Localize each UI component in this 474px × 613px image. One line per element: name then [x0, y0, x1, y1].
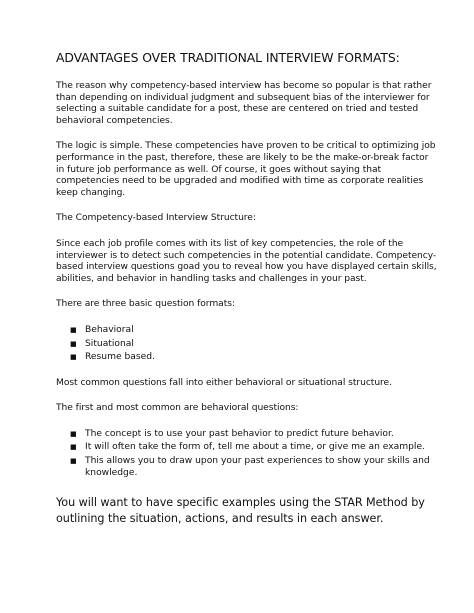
- list-item-text: It will often take the form of, tell me about a time, or give me an example.: [85, 442, 425, 453]
- list-item: [56, 352, 396, 364]
- paragraph-line: The reason why competency-based interview has become so popular is that rather: [56, 81, 432, 91]
- paragraph-line: interviewer is to detect such competencies in the potential candidate. Competency-: [56, 250, 437, 261]
- list-item-text: Resume based.: [85, 352, 155, 363]
- list-item-text: Behavioral: [85, 324, 134, 335]
- paragraph-line: selecting a suitable candidate for a post, these are centered on tried and tested: [56, 104, 419, 115]
- paragraph-line: keep changing.: [56, 187, 126, 198]
- closing-statement: [56, 495, 425, 527]
- list-item: [56, 442, 425, 454]
- list-item: [56, 429, 396, 441]
- behavioral-points-list: [56, 428, 430, 479]
- paragraph-line: The logic is simple. These competencies have proven to be critical to optimizing job: [56, 141, 436, 152]
- square-bullet-icon: ■: [70, 443, 77, 452]
- paragraph-logic: [56, 141, 436, 199]
- paragraph-job-profile: [56, 238, 437, 285]
- list-item: [56, 339, 396, 351]
- closing-line: You will want to have specific examples using the STAR Method by: [56, 496, 425, 510]
- list-item-text: This allows you to draw upon your past experiences to show your skills and: [85, 456, 430, 467]
- closing-line: outlining the situation, actions, and results in each answer.: [56, 512, 384, 526]
- square-bullet-icon: ■: [70, 325, 77, 334]
- paragraph-common-questions: Most common questions fall into either behavioral or situational structure.: [56, 377, 392, 388]
- list-item-text: knowledge.: [85, 467, 138, 478]
- list-item: [56, 325, 396, 337]
- list-item-text: Situational: [85, 338, 134, 349]
- square-bullet-icon: ■: [70, 429, 77, 438]
- paragraph-line: based interview questions goad you to reveal how you have displayed certain skills,: [56, 262, 437, 273]
- paragraph-line: competencies need to be upgraded and modified with time as corporate realities: [56, 176, 424, 187]
- section-heading: ADVANTAGES OVER TRADITIONAL INTERVIEW FORMATS:: [56, 50, 400, 65]
- subheading-structure: The Competency-based Interview Structure:: [56, 213, 256, 224]
- paragraph-line: in future job performance as well. Of course, it goes without saying that: [56, 164, 382, 175]
- paragraph-reason: [56, 81, 432, 127]
- paragraph-line: abilities, and behavior in handling tasks and challenges in your past.: [56, 273, 367, 284]
- paragraph-behavioral-intro: The first and most common are behavioral questions:: [56, 403, 299, 414]
- paragraph-line: Since each job profile comes with its list of key competencies, the role of the: [56, 238, 404, 249]
- paragraph-line: than depending on individual judgment and subsequent bias of the interviewer for: [56, 92, 430, 103]
- formats-list: [56, 325, 396, 364]
- square-bullet-icon: ■: [70, 457, 77, 466]
- paragraph-line: performance in the past, therefore, these are likely to be the make-or-break factor: [56, 152, 429, 163]
- paragraph-line: behavioral competencies.: [56, 115, 173, 126]
- list-item-text: The concept is to use your past behavior to predict future behavior.: [85, 428, 394, 439]
- square-bullet-icon: ■: [70, 339, 77, 348]
- paragraph-formats-intro: There are three basic question formats:: [56, 299, 235, 310]
- list-item: [56, 456, 430, 479]
- square-bullet-icon: ■: [70, 353, 77, 362]
- document-page: [56, 50, 437, 527]
